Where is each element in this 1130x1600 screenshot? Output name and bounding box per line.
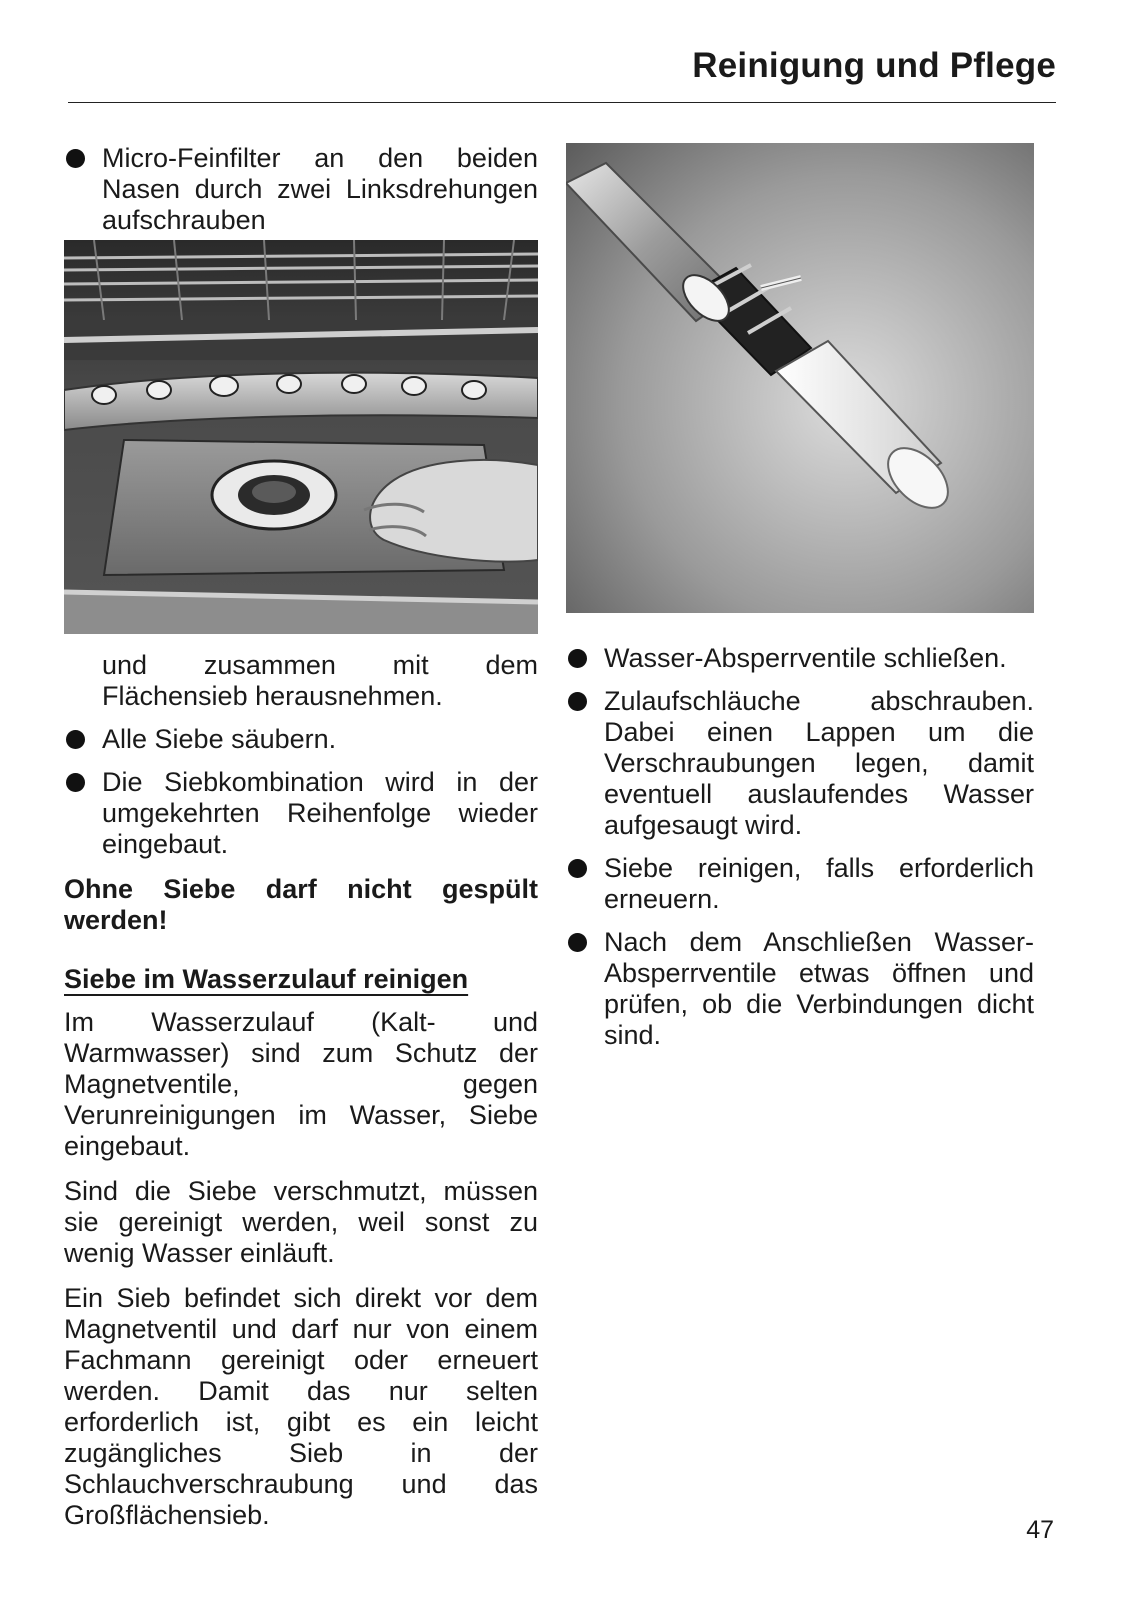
right-body	[566, 643, 1034, 1051]
bullet-item	[566, 686, 1034, 841]
section-heading: Siebe im Wasserzulauf reinigen	[64, 964, 469, 994]
bullet-dot-icon	[66, 773, 85, 792]
dishwasher-filter-illustration	[64, 240, 538, 634]
left-body	[64, 650, 538, 1531]
bullet-text: Zulaufschläuche abschrauben. Dabei einen Lappen um die Verschraubungen legen, damit eventuell auslaufendes Wasser aufgesaugt wird.	[604, 686, 1034, 840]
bullet-dot-icon	[568, 692, 587, 711]
bullet-item	[566, 643, 1034, 674]
bullet-dot-icon	[568, 859, 587, 878]
bullet-text: Die Siebkombination wird in der umgekehrten Reihenfolge wieder eingebaut.	[102, 767, 538, 859]
continuation-text: und zusammen mit dem Flächensieb herausnehmen.	[102, 650, 538, 711]
paragraph: Sind die Siebe verschmutzt, müssen sie gereinigt werden, weil sonst zu wenig Wasser einläuft.	[64, 1176, 538, 1268]
paragraph: Ein Sieb befindet sich direkt vor dem Magnetventil und darf nur von einem Fachmann gereinigt oder erneuert werden. Damit das nur selten erforderlich ist, gibt es ein leicht zugängliches Sieb in der Schlauchverschraubung und das Großflächensieb.	[64, 1283, 538, 1530]
inlet-hose-sieve-illustration	[566, 143, 1034, 613]
bullet-dot-icon	[66, 149, 85, 168]
header-divider	[68, 102, 1056, 103]
dishwasher-filter-photo	[64, 240, 538, 634]
bullet-dot-icon	[568, 933, 587, 952]
bullet-item	[64, 767, 538, 860]
page-number: 47	[1026, 1516, 1054, 1544]
bullet-text: Siebe reinigen, falls erforderlich erneuern.	[604, 853, 1034, 914]
inlet-hose-sieve-photo	[566, 143, 1034, 613]
bullet-dot-icon	[568, 649, 587, 668]
bullet-text: Wasser-Absperrventile schließen.	[604, 643, 1007, 673]
bullet-text: Alle Siebe säubern.	[102, 724, 337, 754]
bullet-item	[566, 927, 1034, 1051]
bullet-text: Micro-Feinfilter an den beiden Nasen durch zwei Linksdrehungen aufschrauben	[102, 143, 538, 235]
page-title: Reinigung und Pflege	[692, 46, 1056, 85]
left-top-block	[64, 143, 538, 236]
bullet-item	[64, 143, 538, 236]
paragraph: Im Wasserzulauf (Kalt- und Warmwasser) sind zum Schutz der Magnetventile, gegen Verunreinigungen im Wasser, Siebe eingebaut.	[64, 1007, 538, 1161]
warning-text: Ohne Siebe darf nicht gespült werden!	[64, 874, 538, 935]
bullet-item	[64, 724, 538, 755]
bullet-text: Nach dem Anschließen Wasser-Absperrventile etwas öffnen und prüfen, ob die Verbindungen dicht sind.	[604, 927, 1034, 1050]
bullet-item	[566, 853, 1034, 915]
bullet-dot-icon	[66, 730, 85, 749]
